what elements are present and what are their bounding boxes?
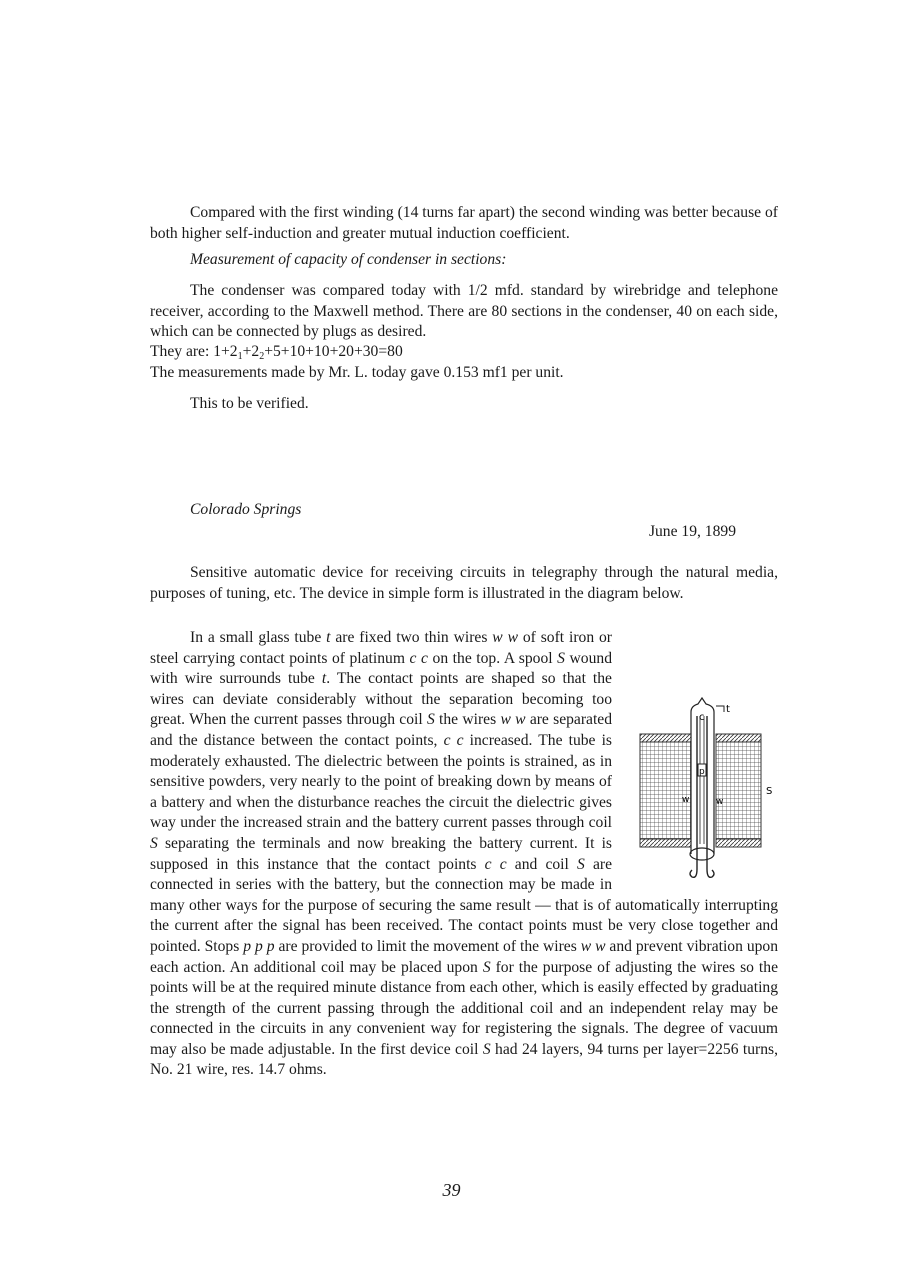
wires-ww [690,716,714,877]
paragraph-tube-tail: made in many other ways for the purpose of securing the same result — that is of automatically interrupting the current after the signal has been received. The contact points must be very close together and pointed. Stops p p p are provided to limit the movement of the wires w w and prevent vibration upon each action. An additional coil may be placed upon S for the purpose of adjusting the wires so the points will be at the required minute distance from each other, which is easily effected by graduating the strength of the current passing through the additional coil and an independent relay may be connected in the circuits in any convenient way for registering the signals. The degree of vacuum may also be made adjustable. In the first device coil S had 24 layers, 94 turns per layer=2256 turns, No. 21 wire, res. 14.7 ohms. [150,876,779,1079]
label-w-left: w [682,795,690,805]
formula-part-b: +2 [242,343,260,360]
formula-part-a: 1+2 [213,343,238,360]
label-s: S [766,786,773,797]
page-number: 39 [442,1180,461,1200]
formula-subscript-1: 1 [237,351,243,362]
paragraph-tube-wrapped-text: In a small glass tube t are fixed two thin wires w w of soft iron or steel carrying contact points of platinum c c on the top. A spool S wound with wire surrounds tube t. The contact points are shaped so that the wires can deviate considerably without the separation becoming too great. When the current passes through coil S the wires w w are separated and the distance between the contact points, c c increased. The tube is moderately exhausted. The dielectric between the points is strained, as in sensitive powders, very nearly to the point of breaking down by means of a battery and when the disturbance reaches the circuit the dielectric gives way under the increased strain and the battery current passes through coil S separating the terminals and now breaking the battery current. It is supposed in this instance that the contact points c c and coil S are connected in series with the battery, but the connection may be [150,629,613,894]
formula-rest: +5+10+10+20+30=80 [264,343,403,360]
spool-coil [640,734,761,847]
place-heading: Colorado Springs [190,501,302,518]
paragraph-condenser: The condenser was compared today with 1/2 mfd. standard by wirebridge and telephone receiver, according to the Maxwell method. There are 80 sections in the condenser, 40 on each side, which can be connected by plugs as desired. [150,282,778,341]
tube-pointer-line [716,706,724,712]
label-p: p [699,767,705,777]
paragraph-device-intro: Sensitive automatic device for receiving circuits in telegraphy through the natural media, purposes of tuning, etc. The device in simple form is illustrated in the diagram below. [150,564,778,602]
paragraph-winding-comparison: Compared with the first winding (14 turns far apart) the second winding was better because of both higher self-induction and greater mutual induction coefficient. [150,204,778,242]
label-w-right: w [716,797,724,807]
paragraph-verify-note: This to be verified. [190,395,309,412]
label-c: c [699,712,705,723]
label-t: t [726,704,730,715]
entry-date: June 19, 1899 [648,523,736,540]
formula-label: They are: [150,343,210,360]
section-heading-condenser: Measurement of capacity of condenser in sections: [190,251,507,268]
formula-subscript-2: 2 [259,351,265,362]
coherer-diagram [638,694,778,889]
paragraph-measurements: The measurements made by Mr. L. today gave 0.153 mf1 per unit. [150,364,564,381]
